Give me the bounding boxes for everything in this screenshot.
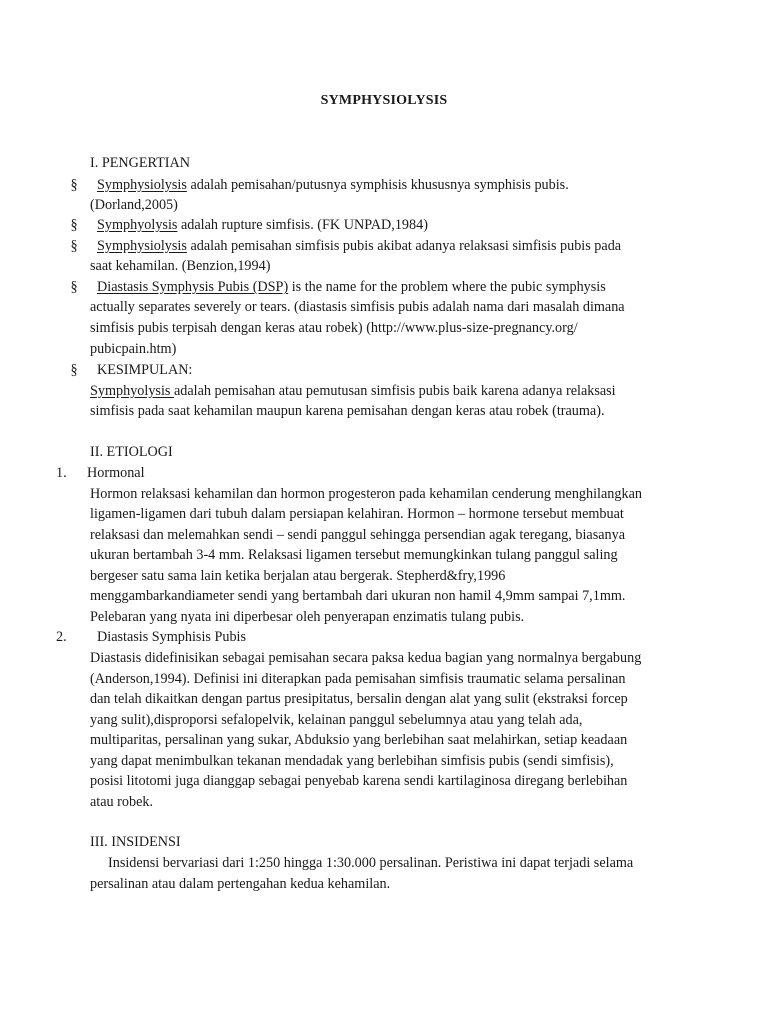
bullet-marker: § [70,362,78,378]
definition-4-line: actually separates severely or tears. (diastasis simfisis pubis adalah nama dari masalah dimana [90,299,625,315]
paragraph-line: posisi litotomi juga dianggap sebagai penyebab karena sendi kartilaginosa diregang berlebihan [90,773,628,789]
conclusion-text-line: simfisis pada saat kehamilan maupun karena pemisahan dengan keras atau robek (trauma). [90,403,605,419]
paragraph-line: multiparitas, persalinan yang sukar, Abduksio yang berlebihan saat melahirkan, setiap keadaan [90,732,628,748]
definition-4 [97,277,606,297]
paragraph-line: Hormon relaksasi kehamilan dan hormon progesteron pada kehamilan cenderung menghilangkan [90,485,642,502]
incidence-text-line: Insidensi bervariasi dari 1:250 hingga 1:30.000 persalinan. Peristiwa ini dapat terjadi selama [108,855,634,871]
paragraph-line: Diastasis didefinisikan sebagai pemisahan secara paksa kedua bagian yang normalnya bergabung [90,650,642,666]
list-number: 1. [56,465,67,481]
section-heading-pengertian: I. PENGERTIAN [90,155,191,171]
definition-1 [97,175,569,195]
definition-1-citation: (Dorland,2005) [90,197,178,213]
paragraph-line: yang sulit),disproporsi sefalopelvik, kelainan panggul sebelumnya atau yang telah ada, [90,711,583,728]
paragraph-line: relaksasi dan melemahkan sendi – sendi panggul sehingga persendian agak teregang, biasanya [90,526,626,543]
list-number: 2. [56,629,67,645]
paragraph-line: bergeser satu sama lain ketika berjalan atau bergerak. Stepherd&fry,1996 [90,567,506,584]
paragraph-line: ligamen-ligamen dari tubuh dalam persiapan kelahiran. Hormon – hormone tersebut membuat [90,506,624,522]
bullet-marker: § [70,279,78,295]
paragraph-line: Pelebaran yang nyata ini diperbesar oleh penyerapan enzimatis tulang pubis. [90,608,525,625]
section-heading-insidensi: III. INSIDENSI [90,834,181,850]
definition-2-text: adalah rupture simfisis. (FK UNPAD,1984) [177,217,428,233]
term-symphysiolysis: Symphysiolysis [97,177,187,193]
term-dsp: Diastasis Symphysis Pubis (DSP) [97,279,289,295]
paragraph-line: menggambarkandiameter sendi yang bertambah dari ukuran non hamil 4,9mm sampai 7,1mm. [90,588,626,604]
conclusion-text [90,381,616,401]
bullet-marker: § [70,177,78,193]
definition-3 [97,236,621,256]
etiology-item-title-hormonal: Hormonal [87,465,145,481]
definition-3-text: adalah pemisahan simfisis pubis akibat adanya relaksasi simfisis pubis pada [186,238,622,254]
definition-4-text: is the name for the problem where the pubic symphysis [288,279,606,295]
bullet-marker: § [70,217,78,233]
definition-4-line: pubicpain.htm) [90,341,177,357]
definition-2 [97,215,428,235]
term-symphyolysis: Symphyolysis [97,217,178,233]
paragraph-line: ukuran bertambah 3-4 mm. Relaksasi ligamen tersebut memungkinkan tulang panggul saling [90,547,618,563]
bullet-marker: § [70,238,78,254]
paragraph-line: atau robek. [90,793,154,810]
paragraph-line: yang dapat menimbulkan tekanan mendadak yang berlebihan simfisis pubis (sendi simfisis), [90,752,614,769]
incidence-text-line: persalinan atau dalam pertengahan kedua kehamilan. [90,876,391,892]
paragraph-line: (Anderson,1994). Definisi ini diterapkan pada pemisahan simfisis traumatic selama persalinan [90,670,626,687]
conclusion-text-rest: adalah pemisahan atau pemutusan simfisis pubis baik karena adanya relaksasi [173,383,616,399]
definition-1-text: adalah pemisahan/putusnya symphisis khususnya symphisis pubis. [186,177,569,193]
etiology-item-title-diastasis: Diastasis Symphisis Pubis [97,629,246,645]
document-title: SYMPHYSIOLYSIS [320,93,448,108]
conclusion-label: KESIMPULAN: [97,362,193,378]
paragraph-line: dan telah dikaitkan dengan partus presipitatus, bersalin dengan alat yang sulit (ekstraksi forcep [90,691,628,707]
definition-4-line: simfisis pubis terpisah dengan keras atau robek) (http://www.plus-size-pregnancy.org/ [90,320,578,336]
section-heading-etiologi: II. ETIOLOGI [90,444,173,460]
term-symphysiolysis: Symphysiolysis [97,238,187,254]
definition-3-citation: saat kehamilan. (Benzion,1994) [90,258,271,274]
term-symphyolysis: Symphyolysis [90,383,174,399]
